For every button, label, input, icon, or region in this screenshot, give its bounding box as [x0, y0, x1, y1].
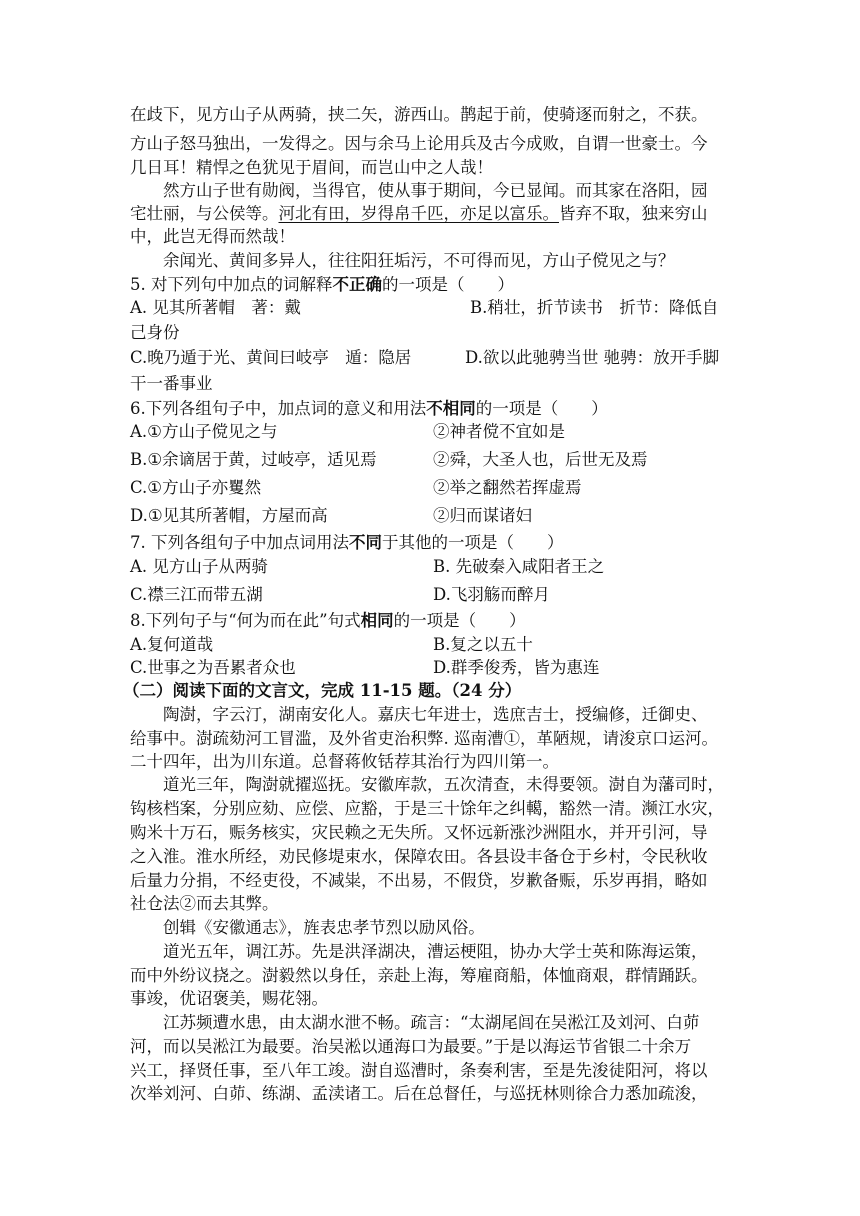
- option-d-2: ②归而谋诸妇: [433, 506, 532, 525]
- question-5-stem: [130, 274, 730, 296]
- option-d: D.群季俊秀，皆为惠连: [433, 658, 600, 677]
- passage-line: 钩核档案，分别应劾、应偿、应豁，于是三十馀年之纠轕，豁然一清。濒江水灾，: [130, 799, 724, 818]
- passage-line: 购米十万石，赈务核实，灾民赖之无失所。又怀远新涨沙洲阻水，并开引河，导: [130, 823, 708, 842]
- passage-text: 宅壮丽，与公侯等。: [130, 204, 279, 223]
- stem-emphasis: 相同: [360, 611, 394, 630]
- passage-text: 皆弃不取，独来穷山: [559, 204, 708, 223]
- section-heading: （二）阅读下面的文言文，完成 11-15 题。（24 分）: [123, 681, 522, 700]
- option-b-continued: 己身份: [130, 323, 180, 342]
- option-a: A.复何道哉: [130, 635, 214, 654]
- passage-line: 几日耳！精悍之色犹见于眉间，而岂山中之人哉！: [130, 158, 493, 177]
- option-b-2: ②舜，大圣人也，后世无及焉: [433, 450, 648, 469]
- stem-text: 6.下列各组句子中，加点词的意义和用法: [130, 399, 427, 418]
- option-d-continued: 干一番事业: [130, 374, 213, 393]
- stem-text: 的一项是（ ）: [382, 275, 514, 294]
- passage-line: [130, 203, 730, 225]
- passage-line: 余闻光、黄间多异人，往往阳狂垢污，不可得而见，方山子傥见之与？: [163, 251, 675, 270]
- question-7-stem: [130, 532, 730, 554]
- option-a-2: ②神者傥不宜如是: [433, 422, 565, 441]
- passage-line: 然方山子世有勋阀，当得官，使从事于期间，今已显闻。而其家在洛阳，园: [163, 181, 708, 200]
- question-8-stem: [130, 610, 730, 632]
- passage-line: 道光五年，调江苏。先是洪泽湖决，漕运梗阻，协办大学士英和陈海运策，: [163, 942, 708, 961]
- passage-line: 方山子怒马独出，一发得之。因与余马上论用兵及古今成败，自谓一世豪士。今: [130, 134, 708, 153]
- option-a: A. 见方山子从两骑: [130, 557, 268, 576]
- stem-text: 7. 下列各组句子中加点词用法: [130, 533, 349, 552]
- option-d: D.欲以此驰骋当世 驰骋：放开手脚: [465, 348, 720, 367]
- passage-line: 江苏频遭水患，由太湖水泄不畅。疏言：“太湖尾闾在吴淞江及刘河、白茆: [163, 1013, 700, 1032]
- passage-line: 后量力分捐，不经吏役，不减粜，不出易，不假贷，岁歉备赈，乐岁再捐，略如: [130, 871, 708, 890]
- passage-line: 社仓法②而去其弊。: [130, 894, 279, 913]
- passage-line: 之入淮。淮水所经，劝民修堤束水，保障农田。各县设丰备仓于乡村，令民秋收: [130, 847, 708, 866]
- passage-line: 次举刘河、白茆、练湖、孟渎诸工。后在总督任，与巡抚林则徐合力悉加疏浚，: [130, 1084, 708, 1103]
- option-b: B.稍壮，折节读书 折节：降低自: [470, 298, 719, 317]
- stem-emphasis: 不正确: [332, 275, 382, 294]
- stem-emphasis: 不同: [349, 533, 382, 552]
- stem-emphasis: 不相同: [426, 399, 476, 418]
- passage-line: 陶澍，字云汀，湖南安化人。嘉庆七年进士，选庶吉士，授编修，迁御史、: [163, 705, 708, 724]
- stem-text: 于其他的一项是（ ）: [382, 533, 564, 552]
- option-c-2: ②举之翻然若挥虚焉: [433, 478, 582, 497]
- option-b: B.复之以五十: [433, 635, 533, 654]
- stem-text: 8.下列句子与“何为而在此”句式: [130, 611, 361, 630]
- stem-text: 的一项是（ ）: [475, 399, 608, 418]
- option-c-1: C.①方山子亦矍然: [130, 478, 262, 497]
- option-c: C.襟三江而带五湖: [130, 585, 263, 604]
- passage-line: 在歧下，见方山子从两骑，挟二矢，游西山。鹊起于前，使骑逐而射之，不获。: [130, 105, 708, 124]
- passage-line: 兴工，择贤任事，至八年工竣。澍自巡漕时，条奏利害，至是先浚徒阳河，将以: [130, 1061, 708, 1080]
- question-6-stem: [130, 398, 730, 420]
- option-c: C.世事之为吾累者众也: [130, 658, 296, 677]
- passage-line: 道光三年，陶澍就擢巡抚。安徽库款，五次清查，未得要领。澍自为藩司时，: [163, 775, 724, 794]
- option-b: B. 先破秦入咸阳者王之: [433, 557, 605, 576]
- option-a: A. 见其所著帽 著：戴: [130, 298, 301, 317]
- passage-line: 而中外纷议挠之。澍毅然以身任，亲赴上海，筹雇商船，体恤商艰，群情踊跃。: [130, 966, 708, 985]
- option-d: D.飞羽觞而醉月: [433, 585, 550, 604]
- passage-line: 河，而以吴淞江为最要。治吴淞以通海口为最要。”于是以海运节省银二十余万: [130, 1037, 692, 1056]
- underlined-sentence: 河北有田，岁得帛千匹，亦足以富乐。: [278, 204, 559, 223]
- option-a-1: A.①方山子傥见之与: [130, 422, 278, 441]
- stem-text: 5. 对下列句中加点的词解释: [130, 275, 333, 294]
- option-c: C.晚乃遁于光、黄间曰岐亭 遁：隐居: [130, 348, 412, 367]
- passage-line: 创辑《安徽通志》，旌表忠孝节烈以励风俗。: [163, 918, 485, 937]
- option-d-1: D.①见其所著帽，方屋而高: [130, 506, 328, 525]
- passage-line: 事竣，优诏褒美，赐花翎。: [130, 989, 328, 1008]
- option-b-1: B.①余谪居于黄，过岐亭，适见焉: [130, 450, 377, 469]
- passage-line: 中，此岂无得而然哉！: [130, 227, 295, 246]
- passage-line: 给事中。澍疏劾河工冒滥，及外省吏治积弊. 巡南漕①，革陋规，请浚京口运河。: [130, 729, 718, 748]
- stem-text: 的一项是（ ）: [393, 611, 526, 630]
- passage-line: 二十四年，出为川东道。总督蒋攸铦荐其治行为四川第一。: [130, 752, 559, 771]
